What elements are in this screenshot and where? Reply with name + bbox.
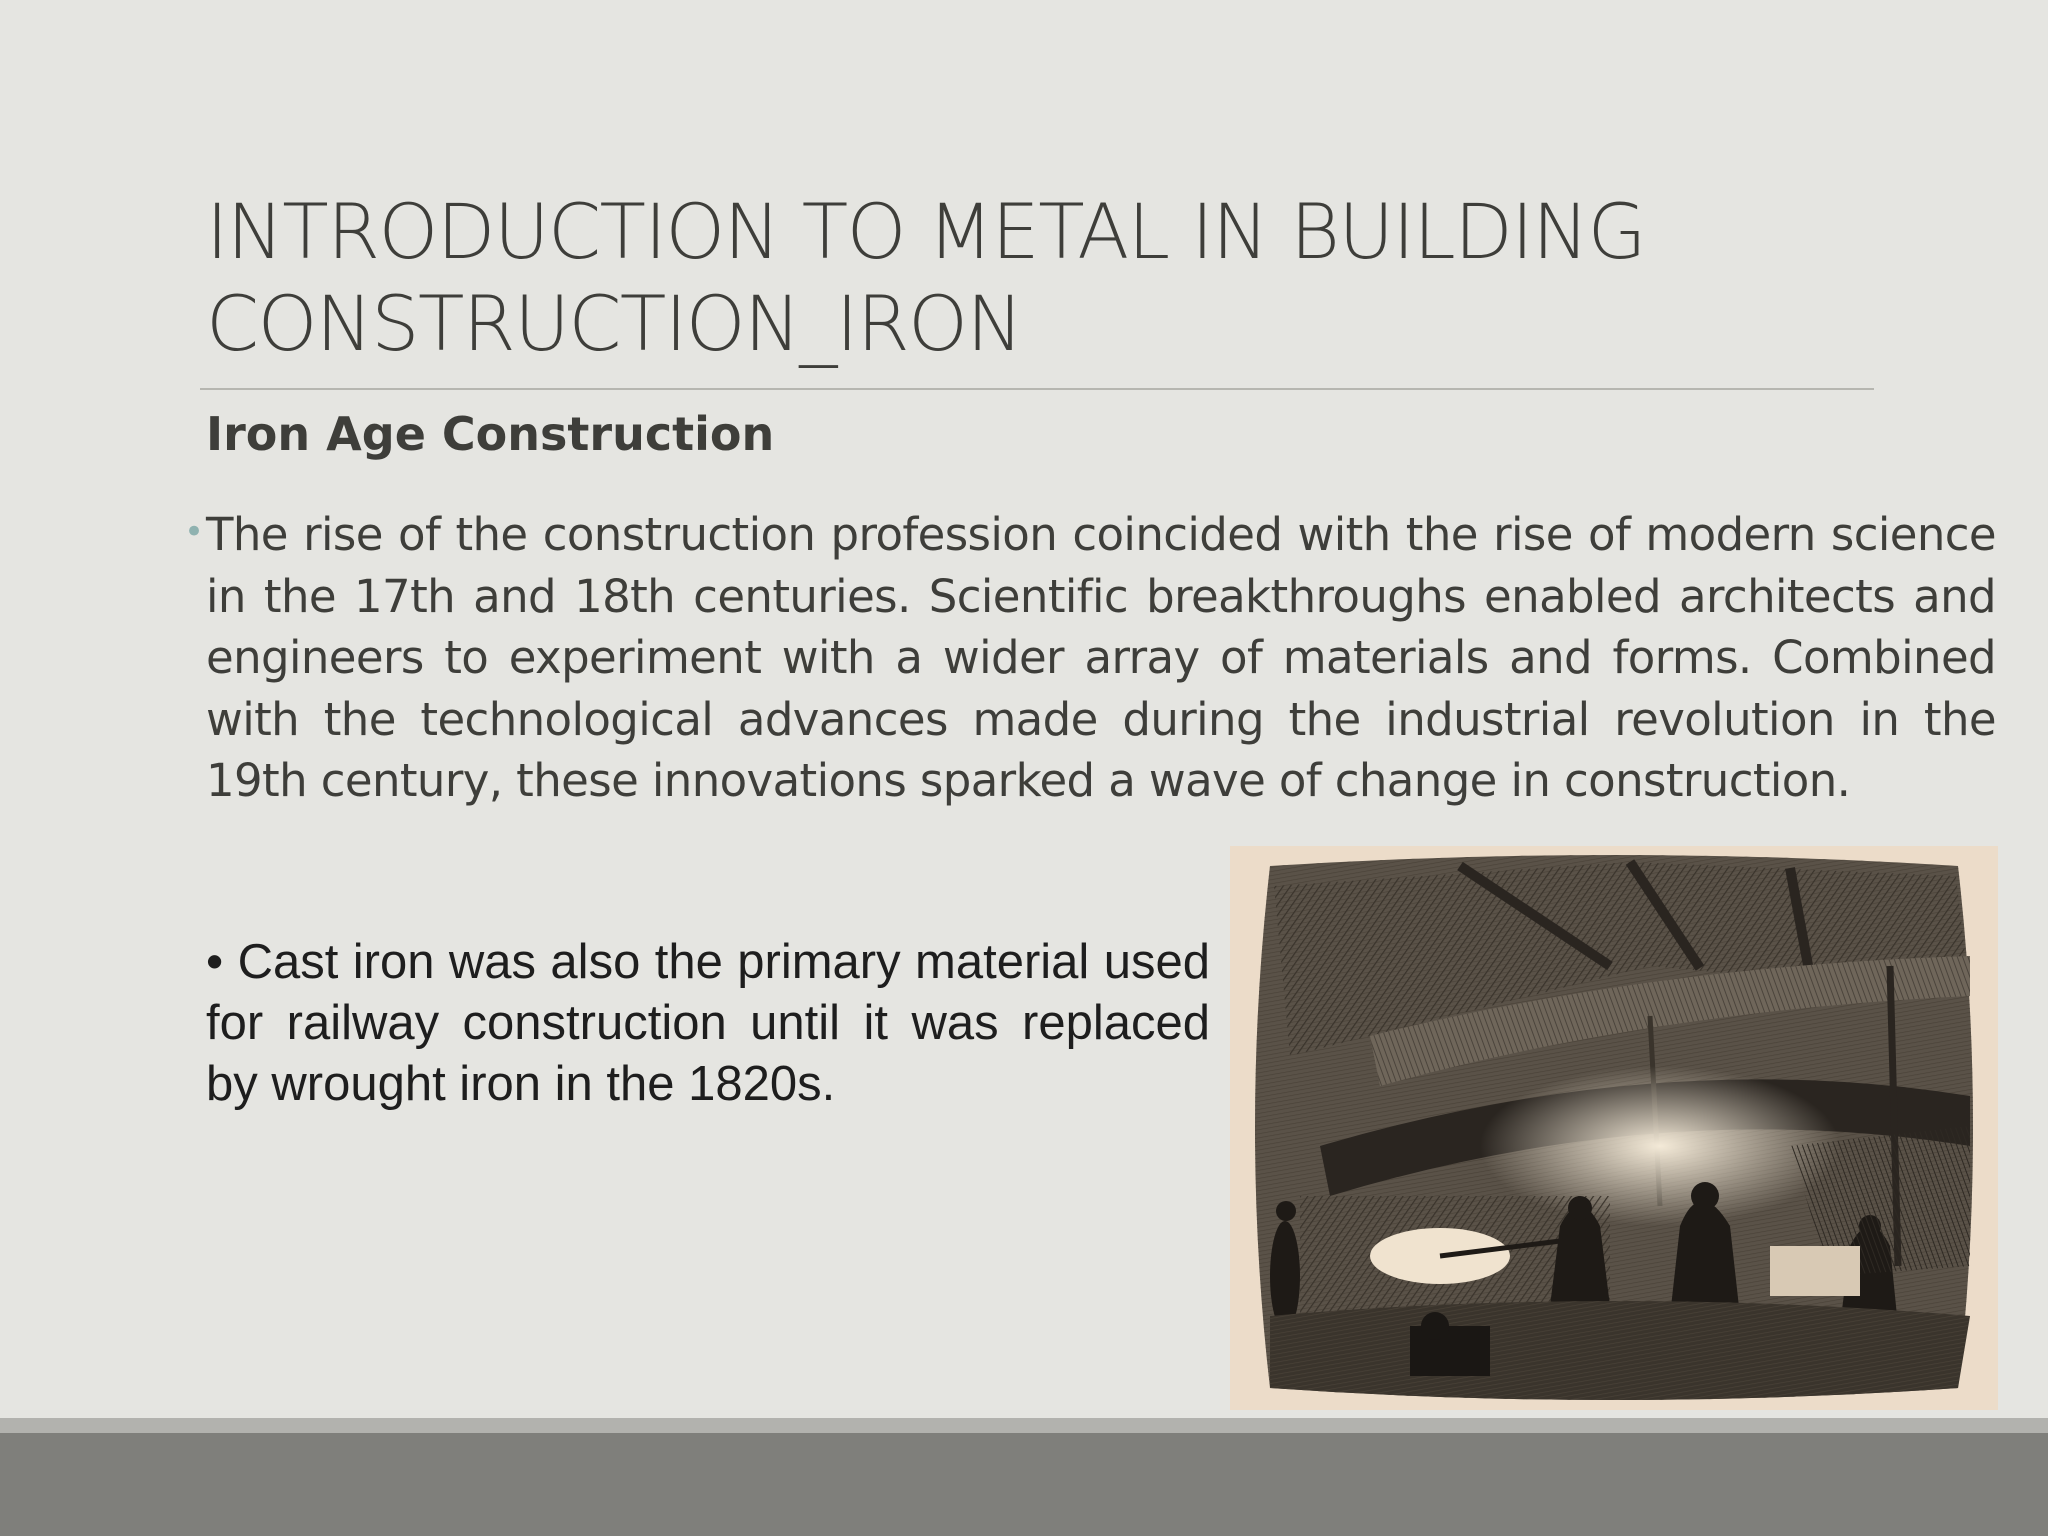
slide-title-line-2: CONSTRUCTION_IRON xyxy=(206,279,1022,368)
slide-title-line-1: INTRODUCTION TO METAL IN BUILDING xyxy=(206,187,1645,276)
slide-title xyxy=(206,186,1856,370)
body-paragraph-2: • Cast iron was also the primary material used for railway construction until it was replaced by wrought iron in the 1820s. xyxy=(206,935,1210,1111)
slide-subtitle: Iron Age Construction xyxy=(206,407,775,461)
ironworks-engraving-image xyxy=(1230,846,1998,1410)
body-paragraph-1: The rise of the construction profession coincided with the rise of modern science in the 17th and 18th centuries. Scientific breakthroughs enabled architects and engineers to experiment with a wider array of materials and forms. Combined with the technological advances made during the industrial revolution in the 19th century, these innovations sparked a wave of change in construction. xyxy=(206,508,1996,807)
title-divider xyxy=(200,388,1874,390)
footer-band-dark xyxy=(0,1433,2048,1536)
bullet-marker: • xyxy=(184,512,205,552)
footer-band-light xyxy=(0,1418,2048,1433)
